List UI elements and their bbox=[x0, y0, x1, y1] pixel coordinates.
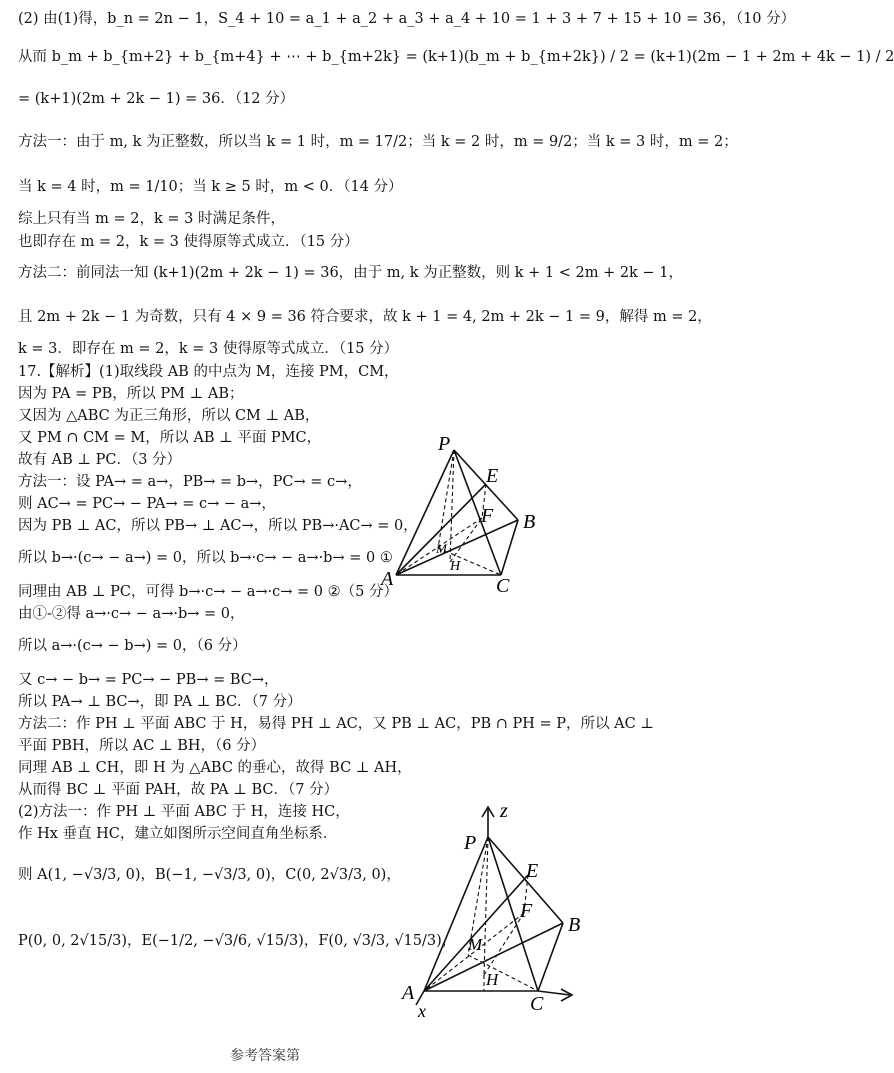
fig2-label-A: A bbox=[402, 982, 415, 1004]
line-19: 同理由 AB ⊥ PC，可得 b→·c→ − a→·c→ = 0 ②（5 分） bbox=[18, 584, 398, 600]
fig1-label-P: P bbox=[438, 433, 451, 455]
fig2-label-H: H bbox=[486, 970, 499, 989]
tetrahedron-figure-1 bbox=[378, 430, 548, 595]
line-6: 也即存在 m = 2，k = 3 使得原等式成立．（15 分） bbox=[18, 234, 359, 250]
line-12: 又因为 △ABC 为正三角形，所以 CM ⊥ AB， bbox=[18, 408, 320, 424]
line-23: 所以 PA→ ⊥ BC→，即 PA ⊥ BC．（7 分） bbox=[18, 694, 302, 710]
fig1-label-B: B bbox=[523, 511, 536, 533]
fig1-label-F: F bbox=[481, 505, 494, 527]
line-1: 从而 b_m + b_{m+2} + b_{m+4} + ⋯ + b_{m+2k} = (k+1)(b_m + b_{m+2k}) / 2 = (k+1)(2m − 1 + 2m + 4k − 1) / 2 bbox=[18, 49, 894, 65]
tetrahedron-figure-2 bbox=[398, 795, 598, 1021]
line-10: 17.【解析】(1)取线段 AB 的中点为 M，连接 PM，CM， bbox=[18, 364, 399, 380]
line-15: 方法一：设 PA→ = a→，PB→ = b→，PC→ = c→， bbox=[18, 474, 362, 490]
fig2-label-P: P bbox=[464, 832, 477, 854]
fig1-label-H: H bbox=[450, 559, 461, 574]
line-5: 综上只有当 m = 2，k = 3 时满足条件， bbox=[18, 211, 285, 227]
fig1-label-C: C bbox=[496, 575, 510, 597]
line-27: 从而得 BC ⊥ 平面 PAH，故 PA ⊥ BC．（7 分） bbox=[18, 782, 339, 798]
line-14: 故有 AB ⊥ PC．（3 分） bbox=[18, 452, 182, 468]
line-13: 又 PM ∩ CM = M，所以 AB ⊥ 平面 PMC， bbox=[18, 430, 322, 446]
line-9: k = 3．即存在 m = 2，k = 3 使得原等式成立．（15 分） bbox=[18, 341, 399, 357]
fig2-label-E: E bbox=[526, 860, 539, 882]
line-4: 当 k = 4 时，m = 1/10；当 k ≥ 5 时，m < 0．（14 分） bbox=[18, 179, 403, 195]
line-0: (2) 由(1)得，b_n = 2n − 1，S_4 + 10 = a_1 + a_2 + a_3 + a_4 + 10 = 1 + 3 + 7 + 15 + 10 = 36，（10 分） bbox=[18, 11, 796, 27]
line-18: 所以 b→·(c→ − a→) = 0，所以 b→·c→ − a→·b→ = 0 ① bbox=[18, 550, 393, 566]
fig2-label-C: C bbox=[530, 993, 544, 1015]
line-17: 因为 PB ⊥ AC，所以 PB→ ⊥ AC→，所以 PB→·AC→ = 0， bbox=[18, 518, 418, 534]
page-footer: 参考答案第 bbox=[230, 1048, 300, 1064]
line-3: 方法一：由于 m, k 为正整数，所以当 k = 1 时，m = 17/2；当 k = 2 时，m = 9/2；当 k = 3 时，m = 2； bbox=[18, 134, 738, 150]
line-31: P(0, 0, 2√15/3)，E(−1/2, −√3/6, √15/3)，F(0, √3/3, √15/3)， bbox=[18, 933, 457, 949]
fig2-label-x: x bbox=[418, 1001, 426, 1021]
line-2: = (k+1)(2m + 2k − 1) = 36．（12 分） bbox=[18, 91, 295, 107]
line-30: 则 A(1, −√3/3, 0)，B(−1, −√3/3, 0)，C(0, 2√3/3, 0)， bbox=[18, 867, 401, 883]
line-7: 方法二：前同法一知 (k+1)(2m + 2k − 1) = 36，由于 m, k 为正整数，则 k + 1 < 2m + 2k − 1， bbox=[18, 265, 683, 281]
line-26: 同理 AB ⊥ CH，即 H 为 △ABC 的垂心，故得 BC ⊥ AH， bbox=[18, 760, 412, 776]
fig1-label-E: E bbox=[486, 465, 499, 487]
fig2-label-M: M bbox=[468, 935, 483, 954]
line-29: 作 Hx 垂直 HC，建立如图所示空间直角坐标系． bbox=[18, 826, 338, 842]
line-28: (2)方法一：作 PH ⊥ 平面 ABC 于 H，连接 HC， bbox=[18, 804, 350, 820]
fig1-label-A: A bbox=[381, 568, 394, 590]
line-8: 且 2m + 2k − 1 为奇数，只有 4 × 9 = 36 符合要求，故 k + 1 = 4, 2m + 2k − 1 = 9，解得 m = 2， bbox=[18, 309, 712, 325]
line-16: 则 AC→ = PC→ − PA→ = c→ − a→， bbox=[18, 496, 276, 512]
line-24: 方法二：作 PH ⊥ 平面 ABC 于 H，易得 PH ⊥ AC，又 PB ⊥ AC，PB ∩ PH = P，所以 AC ⊥ bbox=[18, 716, 654, 732]
fig2-label-z: z bbox=[500, 800, 508, 822]
fig1-label-M: M bbox=[436, 541, 447, 556]
line-21: 所以 a→·(c→ − b→) = 0，（6 分） bbox=[18, 638, 247, 654]
fig2-label-B: B bbox=[568, 914, 581, 936]
line-20: 由①-②得 a→·c→ − a→·b→ = 0， bbox=[18, 606, 245, 622]
line-11: 因为 PA = PB，所以 PM ⊥ AB； bbox=[18, 386, 244, 402]
line-25: 平面 PBH，所以 AC ⊥ BH，（6 分） bbox=[18, 738, 266, 754]
fig2-label-F: F bbox=[520, 900, 533, 922]
line-22: 又 c→ − b→ = PC→ − PB→ = BC→， bbox=[18, 672, 279, 688]
